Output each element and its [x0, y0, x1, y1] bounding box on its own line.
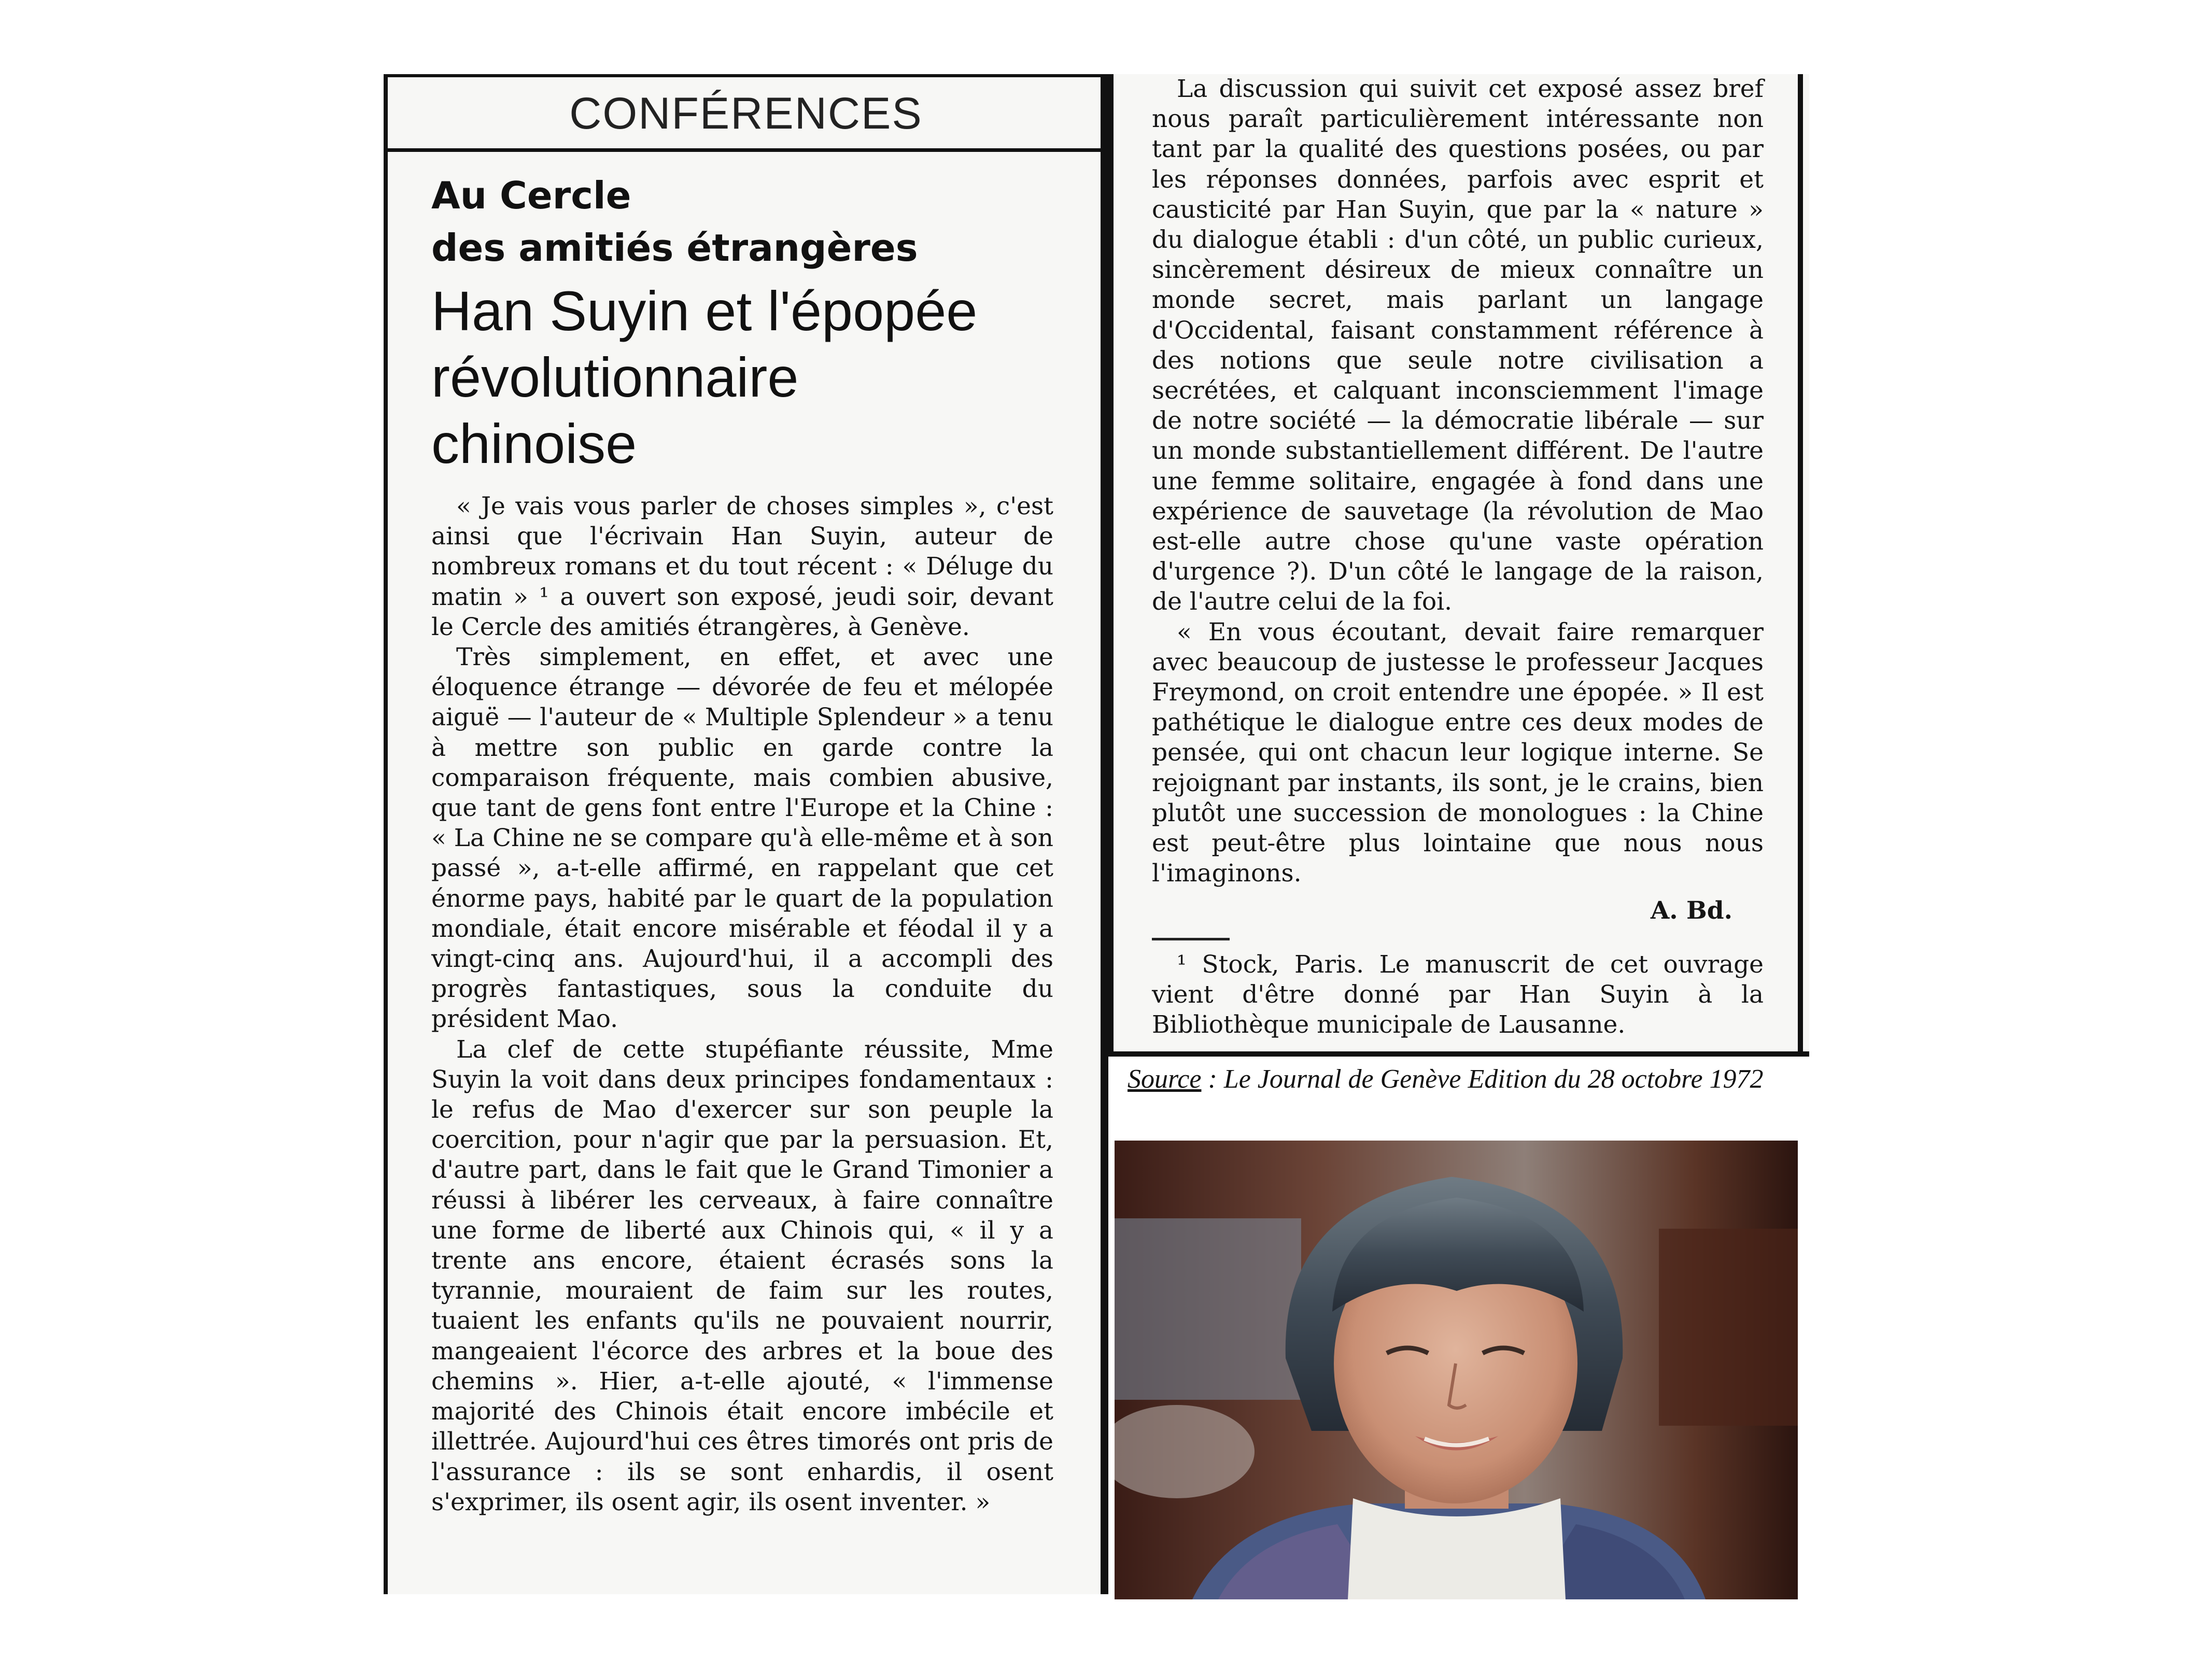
right-clip-right-rule [1798, 74, 1803, 1051]
source-label: Source [1128, 1064, 1202, 1094]
paragraph-principles: La clef de cette stupéfiante réussite, Mme Suyin la voit dans deux principes fondamentaux : le refus de Mao d'exercer sur son peuple la coercition, pour n'agir que par la persuasion. Et, d'autre part, dans le fait que le Grand Timonier a réussi à libérer les cerveaux, à faire connaître une forme de liberté aux Chinois qui, « il y a trente ans encore, étaient écrasés sons la tyrannie, mouraient de faim sur les routes, tuaient les enfants qu'ils ne pouvaient nourrir, mangeaient l'écorce des arbres et la boue des chemins ». Hier, a-t-elle ajouté, « l'immense majorité des Chinois était encore imbécile et illettrée. Aujourd'hui ces êtres timorés ont pris de l'assurance : ils se sont enhardis, il osent s'exprimer, ils osent agir, ils osent inventer. » [431, 1035, 1053, 1516]
left-article-body [431, 491, 1053, 1517]
paragraph-discussion: La discussion qui suivit cet exposé assez bref nous paraît particulièrement intéressante non tant par la qualité des questions posées, ou par les réponses données, parfois avec esprit et causticité par Han Suyin, que par la « nature » du dialogue établi : d'un côté, un public curieux, sincèrement désireux de mieux connaître un monde secret, mais parlant un langage d'Occidental, faisant constamment référence à des notions que seule notre civilisation a secrétées, et calquant inconsciemment l'image de notre société — la démocratie libérale — sur un monde substantiellement différent. De l'autre une femme solitaire, engagée à fond dans une expérience de sauvetage (la révolution de Mao est-elle autre chose qu'une vaste opération d'urgence ?). D'un côté le langage de la raison, de l'autre celui de la foi. [1152, 75, 1764, 616]
column-divider-rule [1101, 74, 1108, 1594]
right-article-body [1152, 74, 1764, 1040]
article-headline [431, 278, 1079, 477]
left-newspaper-clipping [384, 74, 1108, 1594]
source-caption [1128, 1064, 1764, 1094]
footnote: ¹ Stock, Paris. Le manuscrit de cet ouvrage vient d'être donné par Han Suyin à la Bibliothèque municipale de Lausanne. [1152, 950, 1764, 1039]
header-bottom-rule [384, 148, 1108, 152]
paragraph-eloquence: Très simplement, en effet, et avec une éloquence étrange — dévorée de feu et mélopée aiguë — l'auteur de « Multiple Splendeur » a tenu à mettre son public en garde contre la comparaison fréquente, mais combien abusive, que tant de gens font entre l'Europe et la Chine : « La Chine ne se compare qu'à elle-même et à son passé », a-t-elle affirmé, en rappelant que cet énorme pays, habité par le quart de la population mondiale, était encore misérable et féodal il y a vingt-cinq ans. Aujourd'hui, il a accompli des progrès fantastiques, sous la conduite du président Mao. [431, 643, 1053, 1034]
right-newspaper-clipping [1108, 74, 1809, 1057]
paragraph-intro: « Je vais vous parler de choses simples », c'est ainsi que l'écrivain Han Suyin, auteur de nombreux romans et du tout récent : « Déluge du matin » ¹ a ouvert son exposé, jeudi soir, devant le Cercle des amitiés étrangères, à Genève. [431, 492, 1053, 641]
footnote-rule [1152, 938, 1230, 940]
kicker-line-1: Au Cercle [431, 174, 631, 217]
left-edge-rule [384, 153, 388, 1594]
portrait-photo [1115, 1141, 1798, 1599]
headline-line-2: révolutionnaire [431, 346, 799, 409]
section-header: CONFÉRENCES [569, 89, 923, 138]
right-clip-bottom-rule [1108, 1051, 1809, 1057]
paragraph-conclusion: « En vous écoutant, devait faire remarquer avec beaucoup de justesse le professeur Jacques Freymond, on croit entendre une épopée. » Il est pathétique le dialogue entre ces deux modes de pensée, qui ont chacun leur logique interne. Se rejoignant par instants, ils sont, je le crains, bien plutôt une succession de monologues : la Chine est peut-être plus lointaine que nous nous l'imaginons. [1152, 617, 1764, 888]
author-signature: A. Bd. [1650, 896, 1732, 925]
headline-line-1: Han Suyin et l'épopée [431, 279, 978, 342]
headline-line-3: chinoise [431, 412, 637, 475]
source-text: : Le Journal de Genève Edition du 28 octobre 1972 [1201, 1064, 1764, 1094]
right-clip-left-rule [1108, 74, 1114, 1057]
kicker-line-2: des amitiés étrangères [431, 226, 918, 270]
